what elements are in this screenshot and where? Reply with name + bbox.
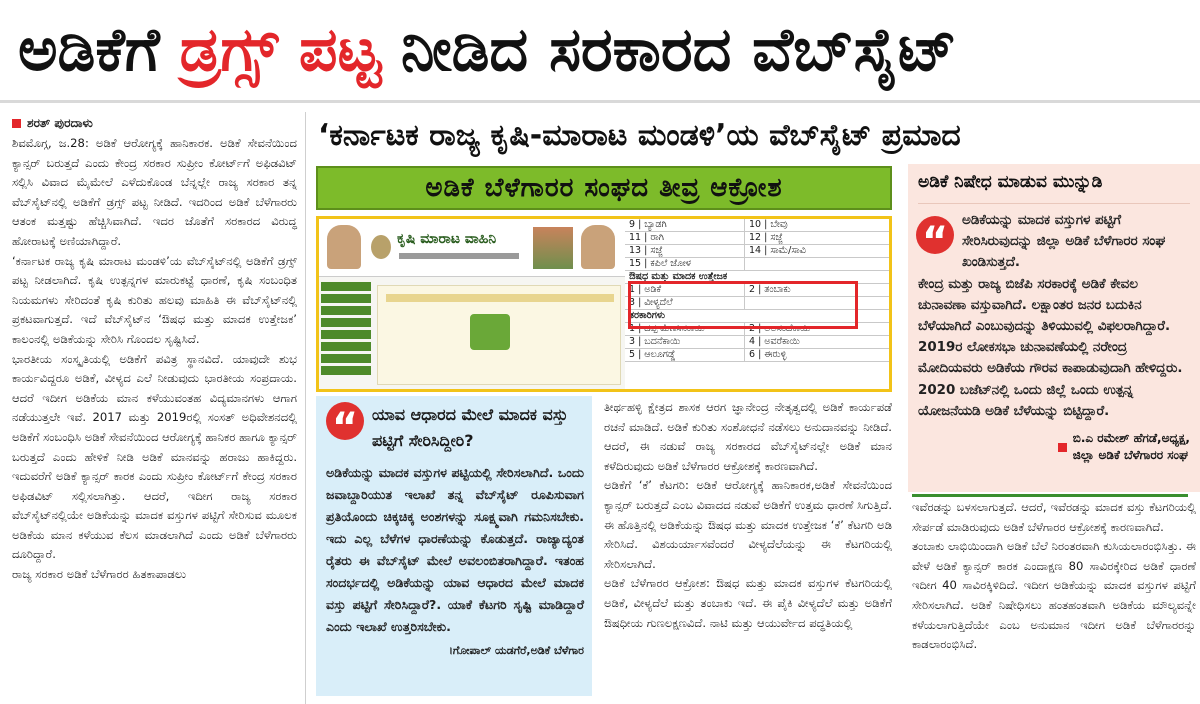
green-underline <box>912 494 1188 497</box>
website-title: ಕೃಷಿ ಮಾರಾಟ ವಾಹಿನಿ <box>397 231 497 247</box>
sidebar-author-line-2: ಜಿಲ್ಲಾ ಅಡಿಕೆ ಬೆಳೆಗಾರರ ಸಂಘ <box>1072 448 1188 463</box>
sidebar-quote-box <box>908 164 1200 492</box>
table-cell: 1 | ಅಡಿಕೆ <box>625 284 745 296</box>
nav-item <box>321 342 371 351</box>
left-paragraph-3: ಭಾರತೀಯ ಸಂಸ್ಕೃತಿಯಲ್ಲಿ ಅಡಿಕೆಗೆ ಪವಿತ್ರ ಸ್ಥಾನವಿದೆ. ಯಾವುದೇ ಶುಭ ಕಾರ್ಯವಿದ್ದರೂ ಅಡಿಕೆ, ವೀಳ್ಯದ ಎಲೆ ನೀಡುವುದು ಭಾರತೀಯ ಸಂಪ್ರದಾಯ. ಆದರೆ ಇದೀಗ ಅಡಿಕೆಯ ಮಾನ ಕಳೆಯುವಂತಹ ವಿದ್ಯಮಾನಗಳು ಆಗಾಗ ನಡೆಯುತ್ತಲೇ ಇವೆ. 2017 ಮತ್ತು 2019ರಲ್ಲಿ ಸಂಸತ್ ಅಧಿವೇಶನದಲ್ಲಿ ಅಡಿಕೆಗೆ ಸಂಬಂಧಿಸಿ ಅಡಿಕೆ ಸೇವನೆಯಿಂದ ಆರೋಗ್ಯಕ್ಕೆ ಹಾನಿಕರ ಹಾಗೂ ಕ್ಯಾನ್ಸರ್ ಬರುತ್ತದೆ ಎಂದು ಹೇಳಿಕೆ ನೀಡಿ ಅಡಿಕೆ ಮಾನವನ್ನು ಹರಾಜು ಹಾಕಿದ್ದರು. ಇದುವರೆಗೆ ಅಡಿಕೆ ಕ್ಯಾನ್ಸರ್ ಕಾರಕ ಎಂದು ಸುಪ್ರೀಂ ಕೋರ್ಟ್‌ಗೆ ಕೇಂದ್ರ ಸರಕಾರ ಅಫಿಡವಿಟ್ ಸಲ್ಲಿಸಲಾಗಿತ್ತು. ಆದರೆ, ಇದೀಗ ರಾಜ್ಯ ಸರಕಾರ ವೆಬ್‌ಸೈಟ್‌ನಲ್ಲಿಯೇ ಅಡಿಕೆಯನ್ನು ಮಾದಕ ವಸ್ತುಗಳ ಪಟ್ಟಿಗೆ ಸೇರಿಸುವ ಮೂಲಕ ಅಡಿಕೆಯ ಮಾನ ಕಳೆಯುವ ಕೆಲಸ ಮಾಡಲಾಗಿದೆ ಎಂದು ಅಡಿಕೆ ಬೆಳೆಗಾರರು ದೂರಿದ್ದಾರೆ. <box>12 351 297 562</box>
nav-item <box>321 306 371 315</box>
byline-author: ಶರತ್ ಪುರದಾಳು <box>27 115 93 130</box>
table-cell: 13 | ಸಜ್ಜೆ <box>625 245 745 257</box>
quote-box-author: ।ಗೋಪಾಲ್ ಯಡಗೆರೆ,ಅಡಿಕೆ ಬೆಳೆಗಾರ <box>448 644 584 657</box>
middle-paragraph-1: ತೀರ್ಥಹಳ್ಳಿ ಕ್ಷೇತ್ರದ ಶಾಸಕ ಆರಗ ಜ್ಞಾನೇಂದ್ರ ನೇತೃತ್ವದಲ್ಲಿ ಅಡಿಕೆ ಕಾರ್ಯಪಡೆ ರಚನೆ ಮಾಡಿದೆ. ಅಡಿಕೆ ಕುರಿತು ಸಂಶೋಧನೆ ನಡೆಸಲು ಅನುದಾನವನ್ನು ನೀಡಿದೆ. ಆದರೆ, ಈ ನಡುವೆ ರಾಜ್ಯ ಸರಕಾರದ ವೆಬ್‌ಸೈಟ್‌ನಲ್ಲೇ ಅಡಿಕೆ ಮಾನ ಕಳೆದಿರುವುದು ಅಡಿಕೆ ಬೆಳೆಗಾರರ ಆಕ್ರೋಶಕ್ಕೆ ಕಾರಣವಾಗಿದೆ. <box>604 400 892 473</box>
sidebar-heading: ಅಡಿಕೆ ನಿಷೇಧ ಮಾಡುವ ಮುನ್ನುಡಿ <box>918 172 1190 204</box>
table-row <box>625 349 889 362</box>
headline-divider <box>0 100 1200 103</box>
middle-column <box>600 398 896 704</box>
sidebar-author <box>918 430 1190 464</box>
table-cell: 12 | ಸಜ್ಜೆ <box>749 232 783 243</box>
politician-photo-icon <box>327 225 361 269</box>
website-subtitle-bar <box>399 253 519 259</box>
subheadline-text: ‘ಕರ್ನಾಟಕ ರಾಜ್ಯ ಕೃಷಿ-ಮಾರಾಟ ಮಂಡಳಿ’ಯ ವೆಬ್‌ಸೈಟ್ ಪ್ರಮಾದ <box>318 117 961 153</box>
table-cell: 14 | ಸಾಮೆ/ಸಾವಿ <box>749 245 806 256</box>
website-nav-menu <box>319 279 373 389</box>
state-emblem-icon <box>371 235 391 259</box>
left-column <box>0 112 306 704</box>
drug-section-header: ಔಷಧ ಮತ್ತು ಮಾದಕ ಉತ್ತೇಜಕ <box>625 271 889 284</box>
green-banner <box>316 166 892 210</box>
table-cell <box>745 258 889 270</box>
byline <box>12 112 297 134</box>
quote-box-body: ಅಡಿಕೆಯನ್ನು ಮಾದಕ ವಸ್ತುಗಳ ಪಟ್ಟಿಯಲ್ಲಿ ಸೇರಿಸಲಾಗಿದೆ. ಒಂದು ಜವಾಬ್ದಾರಿಯುತ ಇಲಾಖೆ ತನ್ನ ವೆಬ್‌ಸೈಟ್ ರೂಪಿಸುವಾಗ ಪ್ರತಿಯೊಂದು ಚಿಕ್ಕಚಿಕ್ಕ ಅಂಶಗಳನ್ನು ಸೂಕ್ಷ್ಮವಾಗಿ ಗಮನಿಸಬೇಕು. ಇದು ಎಲ್ಲ ಬೆಳೆಗಳ ಧಾರಣೆಯನ್ನು ಕೊಡುತ್ತದೆ. ರಾಜ್ಯಾದ್ಯಂತ ರೈತರು ಈ ವೆಬ್‌ಸೈಟ್ ಮೇಲೆ ಅವಲಂಬಿತರಾಗಿದ್ದಾರೆ. ಇತಂಹ ಸಂದರ್ಭದಲ್ಲಿ ಅಡಿಕೆಯನ್ನು ಯಾವ ಆಧಾರದ ಮೇಲೆ ಮಾದಕ ವಸ್ತು ಪಟ್ಟಿಗೆ ಸೇರಿಸಿದ್ದಾರೆ?. ಯಾಕೆ ಕೆಟಗರಿ ಸೃಷ್ಟಿ ಮಾಡಿದ್ದಾರೆ ಎಂದು ಇಲಾಖೆ ಉತ್ತರಿಸಬೇಕು. <box>326 465 584 634</box>
table-row <box>625 245 889 258</box>
table-row <box>625 258 889 271</box>
veg-section-header: ತರಕಾರಿಗಳು <box>625 310 889 323</box>
table-cell: 6 | ಈರುಳ್ಳಿ <box>749 349 787 360</box>
table-cell: 9 | ಬ್ಯಾಡಗಿ <box>625 219 745 231</box>
table-cell: 4 | ಅವರೆಕಾಯಿ <box>749 336 800 347</box>
headline <box>0 0 1200 100</box>
nav-item <box>321 330 371 339</box>
quote-box-header <box>326 402 584 462</box>
table-cell: 2 | ತಂಬಾಕು <box>749 284 791 295</box>
content-title-bar <box>386 294 614 302</box>
quote-box <box>316 396 592 696</box>
table-cell: 5 | ಆಲೂಗಡ್ಡೆ <box>625 349 745 361</box>
left-paragraph-2: ‘ಕರ್ನಾಟಕ ರಾಜ್ಯ ಕೃಷಿ ಮಾರಾಟ ಮಂಡಳಿ’ಯ ವೆಬ್‌ಸೈಟ್‌ನಲ್ಲಿ ಅಡಿಕೆಗೆ ಡ್ರಗ್ಸ್ ಪಟ್ಟ ನೀಡಲಾಗಿದೆ. ಕೃಷಿ ಉತ್ಪನ್ನಗಳ ಮಾರುಕಟ್ಟೆ ಧಾರಣೆ, ಕೃಷಿ ಸಂಬಂಧಿತ ನಿಯಮಗಳು ಸೇರಿದಂತೆ ಕೃಷಿ ಕುರಿತು ಹಲವು ಮಾಹಿತಿ ಈ ವೆಬ್‌ಸೈಟ್‌ನಲ್ಲಿ ಪ್ರಕಟವಾಗುತ್ತದೆ. ಇದೆ ವೆಬ್‌ಸೈಟ್‌ನ ‘ಔಷಧ ಮತ್ತು ಮಾದಕ ಉತ್ತೇಜಕ’ ಕಾಲಂನಲ್ಲಿ ಅಡಿಕೆಯನ್ನು ಸೇರಿಸಿ ಗೊಂದಲ ಸೃಷ್ಟಿಸಿದೆ. <box>12 253 297 346</box>
banner-text: ಅಡಿಕೆ ಬೆಳೆಗಾರರ ಸಂಘದ ತೀವ್ರ ಆಕ್ರೋಶ <box>425 172 783 203</box>
right-paragraph-2: ತಂಬಾಕು ಲಾಭಿಯಿಂದಾಗಿ ಅಡಿಕೆ ಬೆಲೆ ನಿರಂತರವಾಗಿ ಕುಸಿಯಲಾರಂಭಿಸಿತ್ತು. ಈ ವೇಳೆ ಅಡಿಕೆ ಕ್ಯಾನ್ಸರ್ ಕಾರಕ ಎಂದಾಕ್ಷಣ 80 ಸಾವಿರಕ್ಕೇರಿದ ಅಡಿಕೆ ಧಾರಣೆ ಇದೀಗ 40 ಸಾವಿರಕ್ಕಿಳಿದಿದೆ. ಇದೀಗ ಅಡಿಕೆಯನ್ನು ಮಾದಕ ವಸ್ತುಗಳ ಪಟ್ಟಿಗೆ ಸೇರಿಸಲಾಗಿದೆ. ಅಡಿಕೆ ನಿಷೇಧಿಸಲು ಹಂತಹಂತವಾಗಿ ಅಡಿಕೆಯ ಮೌಲ್ಯವನ್ನೇ ಕಳೆಯಲಾಗುತ್ತಿದೆಯೇ ಎಂಬ ಅನುಮಾನ ಇದೀಗ ಅಡಿಕೆ ಬೆಳೆಗಾರರನ್ನು ಕಾಡಲಾರಂಭಿಸಿದೆ. <box>912 539 1196 652</box>
nav-item <box>321 282 371 291</box>
quote-mark-icon: “ <box>916 216 954 254</box>
website-logo-icon <box>470 314 510 350</box>
headline-part-2: ಡ್ರಗ್ಸ್ ಪಟ್ಟ <box>179 15 381 85</box>
table-cell: 3 | ಬದನೆಕಾಯಿ <box>625 336 745 348</box>
table-cell: 3 | ವೀಳ್ಯದೆಲೆ <box>625 297 745 309</box>
red-square-bullet-icon <box>12 119 21 128</box>
sidebar-author-line-1: ಬಿ.ಎ ರಮೇಶ್ ಹೆಗಡೆ,ಅಧ್ಯಕ್ಷ, <box>1072 431 1190 446</box>
right-paragraph-1: ಇವೆರಡನ್ನು ಬಳಸಲಾಗುತ್ತದೆ. ಆದರೆ, ಇವೆರಡನ್ನು ಮಾದಕ ವಸ್ತು ಕೆಟಗರಿಯಲ್ಲಿ ಸೇರ್ಪಡೆ ಮಾಡಿರುವುದು ಅಡಿಕೆ ಬೆಳೆಗಾರರ ಆಕ್ರೋಶಕ್ಕೆ ಕಾರಣವಾಗಿದೆ. <box>912 500 1196 534</box>
quote-mark-icon: “ <box>326 402 364 440</box>
middle-paragraph-3: ಅಡಿಕೆ ಬೆಳೆಗಾರರ ಆಕ್ರೋಶ: ಔಷಧ ಮತ್ತು ಮಾದಕ ವಸ್ತುಗಳ ಕೆಟಗರಿಯಲ್ಲಿ ಅಡಿಕೆ, ವೀಳ್ಯದೆಲೆ ಮತ್ತು ತಂಬಾಕು ಇದೆ. ಈ ಪೈಕಿ ವೀಳ್ಯದೆಲೆ ಮತ್ತು ಅಡಿಕೆಗೆ ಔಷಧೀಯ ಗುಣಲಕ್ಷಣವಿದೆ. ನಾಟಿ ಮತ್ತು ಆಯುರ್ವೇದ ಪದ್ಧತಿಯಲ್ಲಿ <box>604 576 892 630</box>
table-cell: 2 | ಅಲಸಂದೆಕಾಯಿ <box>749 323 811 334</box>
website-left-pane <box>319 219 625 389</box>
table-row <box>625 336 889 349</box>
table-cell: 1 | ದಪ್ಪ ಮೆಣಸಿನಕಾಯಿ <box>625 323 745 335</box>
table-cell: 15 | ಕಪಿಲೆ ಜೋಳ <box>625 258 745 270</box>
middle-paragraph-2: ಅಡಿಕೆಗೆ ‘ಕೆ’ ಕೆಟಗರಿ: ಅಡಿಕೆ ಆರೋಗ್ಯಕ್ಕೆ ಹಾನಿಕಾರಕ,ಅಡಿಕೆ ಸೇವನೆಯಿಂದ ಕ್ಯಾನ್ಸರ್ ಬರುತ್ತದೆ ಎಂಬ ವಿವಾದದ ನಡುವೆ ಅಡಿಕೆಗೆ ಉತ್ತಮ ಧಾರಣೆ ಸಿಗುತ್ತಿದೆ. ಈ ಹೊತ್ತಿನಲ್ಲಿ ಅಡಿಕೆಯನ್ನು ಔಷಧ ಮತ್ತು ಮಾದಕ ಉತ್ತೇಜಕ ‘ಕೆ’ ಕೆಟಗರಿ ಅಡಿ ಸೇರಿಸಿದೆ. ವಿಶಯರ್ಯಾಸವೆಂದರೆ ವೀಳ್ಯದೆಲೆಯನ್ನು ಈ ಕೆಟಗರಿಯಲ್ಲಿ ಸೇರಿಸಲಾಗಿದೆ. <box>604 478 892 571</box>
nav-item <box>321 366 371 375</box>
table-row <box>625 232 889 245</box>
minister-photo-icon <box>581 225 615 269</box>
website-screenshot <box>316 216 892 392</box>
headline-part-3: ನೀಡಿದ ಸರಕಾರದ ವೆಬ್‌ಸೈಟ್ <box>400 15 957 85</box>
table-row <box>625 219 889 232</box>
sidebar-quote-lead: ಅಡಿಕೆಯನ್ನು ಮಾದಕ ವಸ್ತುಗಳ ಪಟ್ಟಿಗೆ ಸೇರಿಸಿರುವುದನ್ನು ಜಿಲ್ಲಾ ಅಡಿಕೆ ಬೆಳೆಗಾರರ ಸಂಘ ಖಂಡಿಸುತ್ತದೆ. <box>962 213 1166 271</box>
red-square-bullet-icon <box>1058 443 1067 452</box>
left-paragraph-1: ಶಿವಮೊಗ್ಗ, ಜ.28: ಅಡಿಕೆ ಆರೋಗ್ಯಕ್ಕೆ ಹಾನಿಕಾರಕ. ಅಡಿಕೆ ಸೇವನೆಯಿಂದ ಕ್ಯಾನ್ಸರ್ ಬರುತ್ತದೆ ಎಂದು ಕೇಂದ್ರ ಸರಕಾರ ಸುಪ್ರೀಂ ಕೋರ್ಟ್‌ಗೆ ಅಫಿಡವಿಟ್ ಸಲ್ಲಿಸಿ ವಿವಾದ ಮೈಮೇಲೆ ಎಳೆದುಕೊಂಡ ಬೆನ್ನಲ್ಲೇ ರಾಜ್ಯ ಸರಕಾರ ತನ್ನ ವೆಬ್‌ಸೈಟ್‌ನಲ್ಲಿ ಅಡಿಕೆಗೆ ಡ್ರಗ್ಸ್ ಪಟ್ಟ ನೀಡಿದೆ. ಇದರಿಂದ ಅಡಿಕೆ ಬೆಳೆಗಾರರು ಆತಂಕ ಮತ್ತಷ್ಟು ಹೆಚ್ಚಿಸಿವಾಗಿದೆ. ಇದರ ಜೊತೆಗೆ ಸರಕಾರದ ವಿರುದ್ಧ ಹೋರಾಟಕ್ಕೆ ಅಣಿಯಾಗಿದ್ದಾರೆ. <box>12 136 297 248</box>
red-highlight-box <box>628 281 858 329</box>
headline-part-1: ಅಡಿಕೆಗೆ <box>18 15 160 85</box>
produce-photo-icon <box>533 227 573 269</box>
table-cell: 11 | ರಾಗಿ <box>625 232 745 244</box>
website-content-area <box>377 285 621 385</box>
subheadline <box>314 110 1200 160</box>
left-paragraph-4: ರಾಜ್ಯ ಸರಕಾರ ಅಡಿಕೆ ಬೆಳೆಗಾರರ ಹಿತಕಾಪಾಡಲು <box>12 567 187 582</box>
nav-item <box>321 318 371 327</box>
website-header <box>319 219 625 277</box>
table-cell: 10 | ಬೇವು <box>749 219 788 230</box>
nav-item <box>321 294 371 303</box>
quote-box-title: ಯಾವ ಆಧಾರದ ಮೇಲೆ ಮಾದಕ ವಸ್ತು ಪಟ್ಟಿಗೆ ಸೇರಿಸಿದ್ದೀರಿ? <box>372 405 568 450</box>
right-column <box>908 498 1200 704</box>
nav-item <box>321 354 371 363</box>
sidebar-quote-body: ಕೇಂದ್ರ ಮತ್ತು ರಾಜ್ಯ ಬಿಜೆಪಿ ಸರಕಾರಕ್ಕೆ ಅಡಿಕೆ ಕೇವಲ ಚುನಾವಣಾ ವಸ್ತುವಾಗಿದೆ. ಲಕ್ಷಾಂತರ ಜನರ ಬದುಕಿನ ಬೆಳೆಯಾಗಿದೆ ಎಂಬುವುದನ್ನು ತಿಳಿಯುವಲ್ಲಿ ವಿಫಲರಾಗಿದ್ದಾರೆ. 2019ರ ಲೋಕಸಭಾ ಚುನಾವಣೆಯಲ್ಲಿ ನರೇಂದ್ರ ಮೋದಿಯವರು ಅಡಿಕೆಯ ಗೌರವ ಕಾಪಾಡುವುದಾಗಿ ಹೇಳಿದ್ದರು. 2020 ಬಜೆಟ್‌ನಲ್ಲಿ ಒಂದು ಜಿಲ್ಲೆ ಒಂದು ಉತ್ಪನ್ನ ಯೋಜನೆಯಡಿ ಅಡಿಕೆ ಬೆಳೆಯನ್ನು ಬಿಟ್ಟಿದ್ದಾರೆ. <box>918 276 1183 419</box>
